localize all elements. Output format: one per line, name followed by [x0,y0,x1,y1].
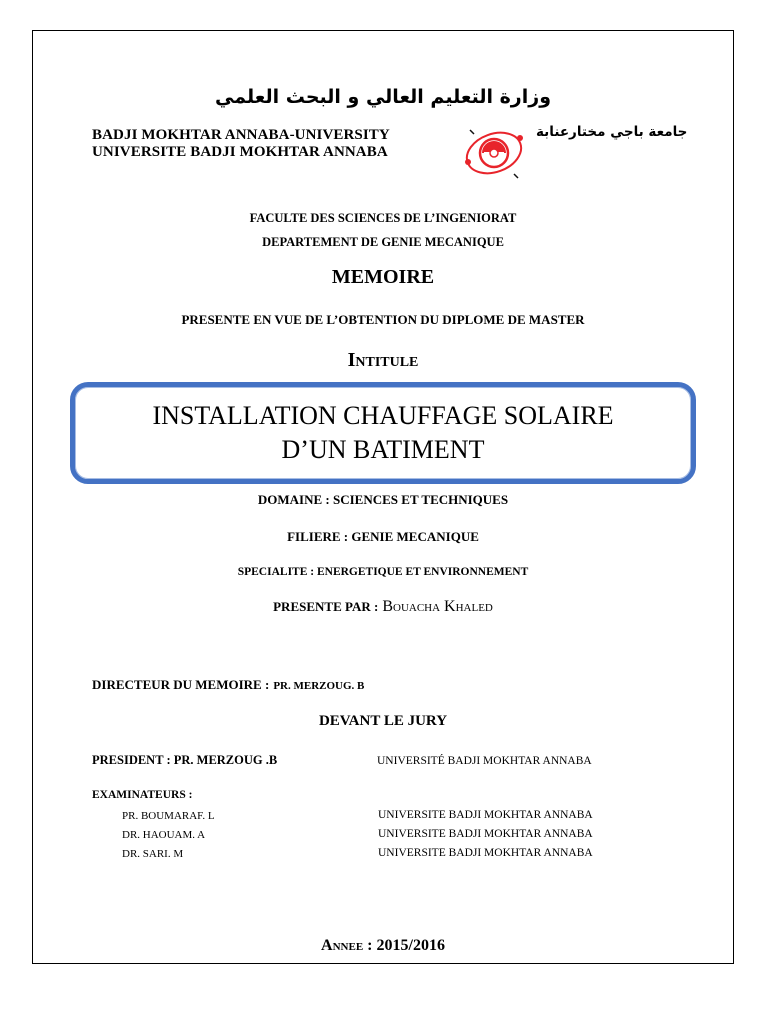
faculty-name: FACULTE DES SCIENCES DE L’INGENIORAT [249,211,517,225]
filiere-value: GENIE MECANIQUE [351,529,479,544]
examinateurs-label: EXAMINATEURS : [92,789,193,801]
domaine-value: SCIENCES ET TECHNIQUES [333,492,509,507]
annee-value: 2015/2016 [376,937,445,954]
filiere-line [32,529,734,545]
university-name-fr: UNIVERSITE BADJI MOKHTAR ANNABA [92,144,388,160]
directeur-label: DIRECTEUR DU MEMOIRE : [92,677,270,692]
domaine-line [32,492,734,508]
examinateur-institution: UNIVERSITE BADJI MOKHTAR ANNABA [378,828,593,840]
president-label: PRESIDENT : [92,753,171,767]
thesis-title-box [70,382,696,484]
examinateur-name: DR. SARI. M [122,848,184,860]
president-name: PR. MERZOUG .B [173,753,278,767]
university-logo-icon [460,126,526,180]
specialite-value: ENERGETIQUE ET ENVIRONNEMENT [316,566,529,578]
directeur-line [92,676,364,694]
presente-par-line [32,598,734,616]
president-institution: UNIVERSITÉ BADJI MOKHTAR ANNABA [377,755,592,767]
specialite-line [32,566,734,578]
department-name: DEPARTEMENT DE GENIE MECANIQUE [262,235,504,249]
examinateur-name: DR. HAOUAM. A [122,829,206,841]
thesis-title-line-2: D’UN BATIMENT [281,435,485,464]
filiere-label: FILIERE : [287,529,349,544]
university-name-en: BADJI MOKHTAR ANNABA-UNIVERSITY [92,127,390,143]
university-name-arabic: جامعة باجي مختارعنابة [536,124,688,140]
jury-heading: DEVANT LE JURY [318,713,448,729]
examinateur-institution: UNIVERSITE BADJI MOKHTAR ANNABA [378,809,593,821]
domaine-label: DOMAINE : [257,492,330,507]
intitule-heading: Intitule [347,349,419,371]
president-line [92,753,277,768]
examinateur-institution: UNIVERSITE BADJI MOKHTAR ANNABA [378,847,593,859]
ministry-arabic: وزارة التعليم العالي و البحث العلمي [215,86,551,108]
examinateur-name: PR. BOUMARAF. L [122,810,215,822]
directeur-value: PR. MERZOUG. B [273,680,365,692]
thesis-title-line-1: INSTALLATION CHAUFFAGE SOLAIRE [152,401,614,430]
specialite-label: SPECIALITE : [237,566,315,578]
annee-line [32,937,734,955]
annee-label: Annee : [321,937,373,954]
presente-par-label: PRESENTE PAR : [273,599,379,614]
memoire-heading: MEMOIRE [331,266,435,288]
author-name: Bouacha Khaled [382,598,493,615]
presented-for-line: PRESENTE EN VUE DE L’OBTENTION DU DIPLOME DE MASTER [181,312,585,327]
